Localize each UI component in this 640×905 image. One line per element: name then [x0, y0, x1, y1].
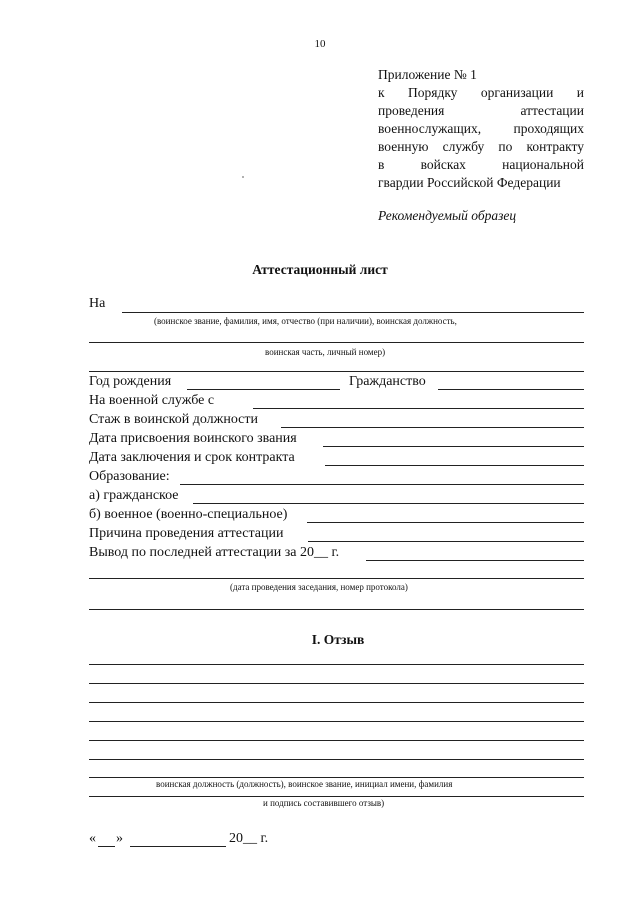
caption-session-date: (дата проведения заседания, номер протокола)	[230, 582, 408, 592]
appendix-line: проведения аттестации	[378, 103, 584, 118]
civil-education-line[interactable]	[193, 503, 584, 504]
appendix-line: военную службу по контракту	[378, 139, 584, 154]
appendix-line: в войсках национальной	[378, 157, 584, 172]
position-experience-label: Стаж в воинской должности	[89, 412, 258, 427]
review-line[interactable]	[89, 777, 584, 778]
caption-unit: воинская часть, личный номер)	[265, 347, 386, 357]
conclusion-label: Вывод по последней аттестации за 20__ г.	[89, 545, 340, 560]
review-line[interactable]	[89, 683, 584, 684]
contract-date-line[interactable]	[325, 465, 584, 466]
appendix-line: к Порядку организации и	[378, 85, 584, 100]
conclusion-line[interactable]	[366, 560, 584, 561]
scan-speck	[242, 176, 244, 178]
to-line[interactable]	[122, 312, 584, 313]
civil-education-label: а) гражданское	[89, 488, 179, 503]
appendix-line: гвардии Российской Федерации	[378, 175, 561, 190]
blank-line[interactable]	[89, 371, 584, 372]
appendix-line: Приложение № 1	[378, 67, 477, 82]
education-line[interactable]	[180, 484, 584, 485]
page-number: 10	[314, 38, 326, 50]
contract-date-label: Дата заключения и срок контракта	[89, 450, 295, 465]
appendix-line: военнослужащих, проходящих	[378, 121, 584, 136]
birth-year-line[interactable]	[187, 389, 340, 390]
service-since-line[interactable]	[253, 408, 584, 409]
to-label: На	[89, 296, 106, 311]
conclusion-line-2[interactable]	[89, 578, 584, 579]
reason-label: Причина проведения аттестации	[89, 526, 284, 541]
appendix-header	[378, 66, 584, 192]
review-line[interactable]	[89, 740, 584, 741]
review-line[interactable]	[89, 664, 584, 665]
service-since-label: На военной службе с	[89, 393, 215, 408]
education-label: Образование:	[89, 469, 170, 484]
review-line[interactable]	[89, 759, 584, 760]
caption-reviewer: воинская должность (должность), воинское звание, инициал имени, фамилия	[156, 779, 453, 789]
military-education-line[interactable]	[307, 522, 584, 523]
citizenship-line[interactable]	[438, 389, 584, 390]
rank-date-line[interactable]	[323, 446, 584, 447]
rank-line-2[interactable]	[89, 342, 584, 343]
date-open-quote: «	[89, 831, 96, 846]
date-year: 20__ г.	[229, 831, 269, 846]
citizenship-label: Гражданство	[349, 374, 426, 389]
review-line[interactable]	[89, 721, 584, 722]
birth-year-label: Год рождения	[89, 374, 172, 389]
rank-date-label: Дата присвоения воинского звания	[89, 431, 297, 446]
military-education-label: б) военное (военно-специальное)	[89, 507, 288, 522]
document-title: Аттестационный лист	[252, 262, 388, 277]
review-line[interactable]	[89, 702, 584, 703]
blank-line[interactable]	[89, 609, 584, 610]
position-experience-line[interactable]	[281, 427, 584, 428]
section-title-review: I. Отзыв	[311, 632, 365, 647]
date-day-line[interactable]	[98, 846, 115, 847]
caption-rank-name: (воинское звание, фамилия, имя, отчество (при наличии), воинская должность,	[154, 316, 457, 326]
reason-line[interactable]	[308, 541, 584, 542]
sample-label: Рекомендуемый образец	[378, 208, 517, 223]
reviewer-line[interactable]	[89, 796, 584, 797]
caption-signature: и подпись составившего отзыв)	[263, 798, 385, 808]
date-close-quote: »	[116, 831, 123, 846]
date-month-line[interactable]	[130, 846, 226, 847]
